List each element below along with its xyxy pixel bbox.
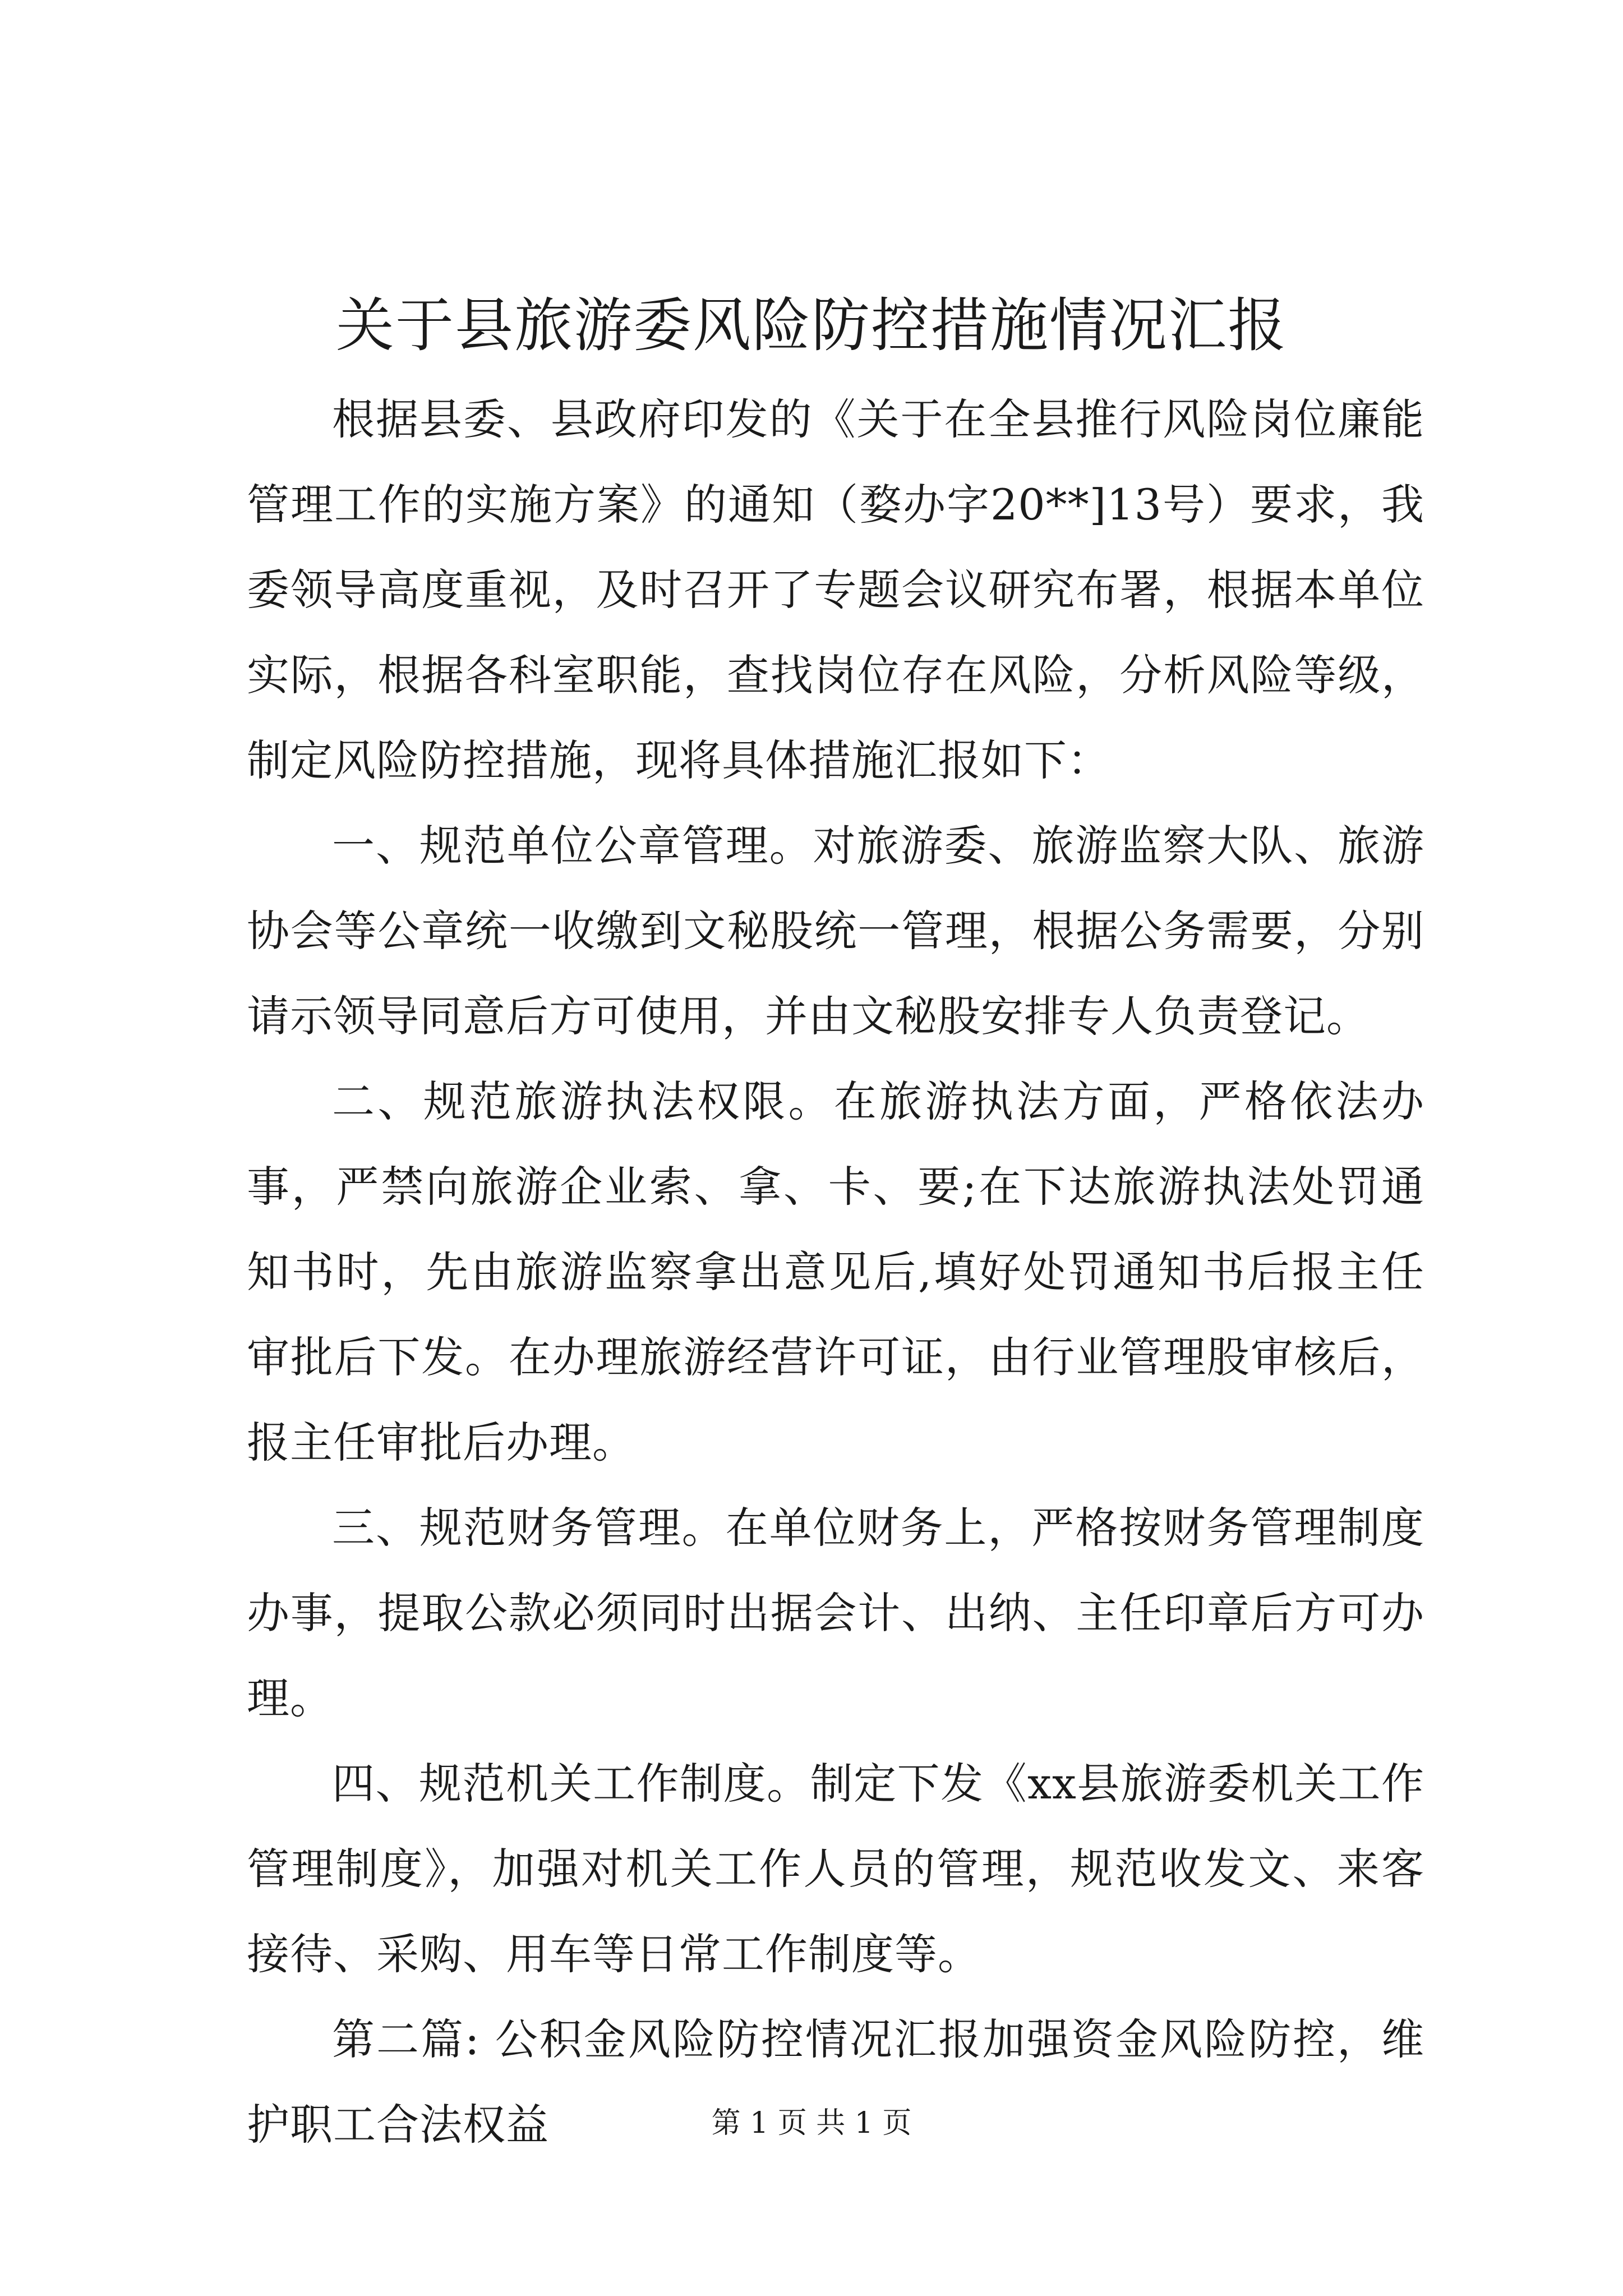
page-number: 第 1 页 共 1 页: [711, 2106, 912, 2140]
paragraph-office-rules: 四、规范机关工作制度。制定下发《xx县旅游委机关工作管理制度》，加强对机关工作人员的管理，规范收发文、来客接待、采购、用车等日常工作制度等。: [247, 1759, 1424, 1979]
paragraph-seal-management: 一、规范单位公章管理。对旅游委、旅游监察大队、旅游协会等公章统一收缴到文秘股统一管理，根据公务需要，分别请示领导同意后方可使用，并由文秘股安排专人负责登记。: [247, 821, 1424, 1041]
paragraph-law-enforcement: 二、规范旅游执法权限。在旅游执法方面，严格依法办事，严禁向旅游企业索、拿、卡、要;在下达旅游执法处罚通知书时，先由旅游监察拿出意见后,填好处罚通知书后报主任审批后下发。在办理旅游经营许可证，由行业管理股审核后，报主任审批后办理。: [247, 1076, 1424, 1467]
paragraph-second-article: 第二篇: 公积金风险防控情况汇报加强资金风险防控，维护职工合法权益: [247, 2014, 1424, 2150]
paragraph-finance-management: 三、规范财务管理。在单位财务上，严格按财务管理制度办事，提取公款必须同时出据会计、出纳、主任印章后方可办理。: [247, 1503, 1424, 1723]
document-body: [247, 377, 1424, 2168]
paragraph-intro: 根据县委、县政府印发的《关于在全县推行风险岗位廉能管理工作的实施方案》的通知（婺办字20**]13号）要求，我委领导高度重视，及时召开了专题会议研究布署，根据本单位实际，根据各科室职能，查找岗位存在风险，分析风险等级，制定风险防控措施，现将具体措施汇报如下：: [247, 394, 1424, 785]
document-title: 关于县旅游委风险防控措施情况汇报: [335, 291, 1287, 360]
